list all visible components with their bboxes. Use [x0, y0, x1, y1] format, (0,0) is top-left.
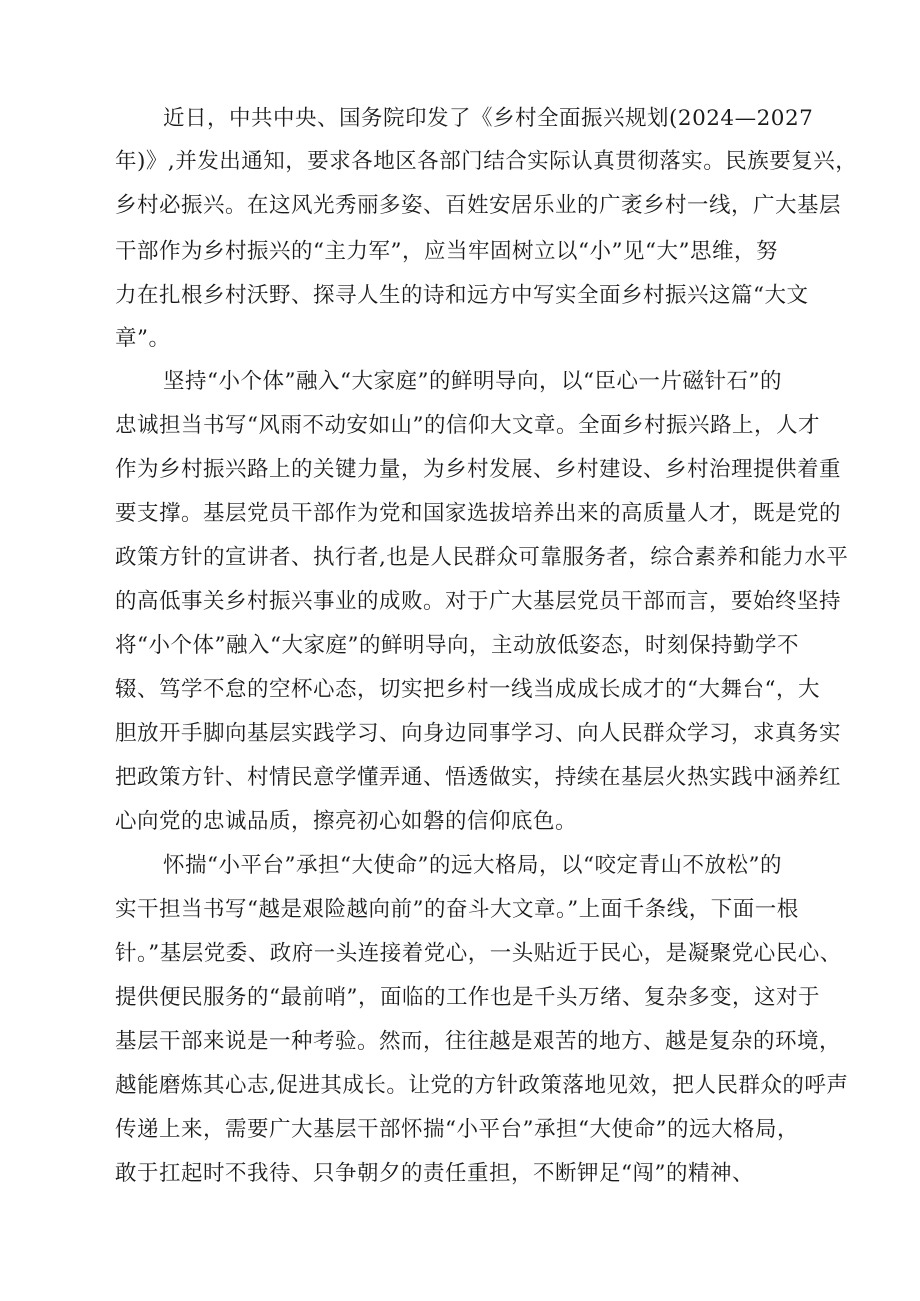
text-line: 干部作为乡村振兴的“主力军”，应当牢固树立以“小”见“大”思维，努 — [115, 239, 778, 264]
text-line: 传递上来，需要广大基层干部怀揣“小平台”承担“大使命”的远大格局， — [115, 1117, 799, 1142]
text-line: 忠诚担当书写“风雨不动安如山”的信仰大文章。全面乡村振兴路上，人才 — [115, 413, 820, 438]
text-line: 政策方针的宣讲者、执行者,也是人民群众可靠服务者，综合素养和能力水平 — [115, 545, 849, 570]
text-line: 针。”基层党委、政府一头连接着党心，一头贴近于民心，是凝聚党心民心、 — [115, 941, 842, 966]
text-line: 要支撑。基层党员干部作为党和国家选拔培养出来的高质量人才，既是党的 — [115, 501, 842, 526]
text-line: 敢于扛起时不我待、只争朝夕的责任重担，不断钾足“闯”的精神、 — [115, 1161, 754, 1186]
text-line: 将“小个体”融入“大家庭”的鲜明导向，主动放低姿态，时刻保持勤学不 — [115, 633, 799, 658]
text-line: 近日，中共中央、国务院印发了《乡村全面振兴规划(2024—2027 — [163, 106, 814, 131]
text-line: 胆放开手脚向基层实践学习、向身边同事学习、向人民群众学习，求真务实 — [115, 721, 842, 746]
text-line: 章”。 — [115, 326, 171, 351]
text-line: 乡村必振兴。在这风光秀丽多姿、百姓安居乐业的广袤乡村一线，广大基层 — [115, 193, 842, 218]
text-line: 把政策方针、村情民意学懂弄通、悟透做实，持续在基层火热实践中涵养红 — [115, 765, 842, 790]
text-line: 年)》,并发出通知，要求各地区各部门结合实际认真贯彻落实。民族要复兴， — [115, 149, 858, 174]
text-line: 怀揣“小平台”承担“大使命”的远大格局，以“咬定青山不放松”的 — [163, 853, 782, 878]
text-line: 力在扎根乡村沃野、探寻人生的诗和远方中写实全面乡村振兴这篇“大文 — [115, 283, 809, 308]
text-line: 作为乡村振兴路上的关键力量，为乡村发展、乡村建设、乡村治理提供着重 — [115, 457, 842, 482]
text-line: 基层干部来说是一种考验。然而，往往越是艰苦的地方、越是复杂的环境， — [115, 1029, 842, 1054]
text-line: 实干担当书写“越是艰险越向前”的奋斗大文章。”上面千条线，下面一根 — [115, 897, 799, 922]
text-line: 坚持“小个体”融入“大家庭”的鲜明导向，以“臣心一片磁针石”的 — [163, 369, 782, 394]
text-line: 的高低事关乡村振兴事业的成败。对于广大基层党员干部而言，要始终坚持 — [115, 589, 842, 614]
text-line: 辍、笃学不怠的空杯心态，切实把乡村一线当成成长成才的“大舞台“，大 — [115, 677, 820, 702]
text-line: 提供便民服务的“最前哨”，面临的工作也是千头万绪、复杂多变，这对于 — [115, 985, 820, 1010]
text-line: 心向党的忠诚品质，擦亮初心如磐的信仰底色。 — [115, 809, 578, 834]
text-line: 越能磨炼其心志,促进其成长。让党的方针政策落地见效，把人民群众的呼声 — [115, 1073, 849, 1098]
